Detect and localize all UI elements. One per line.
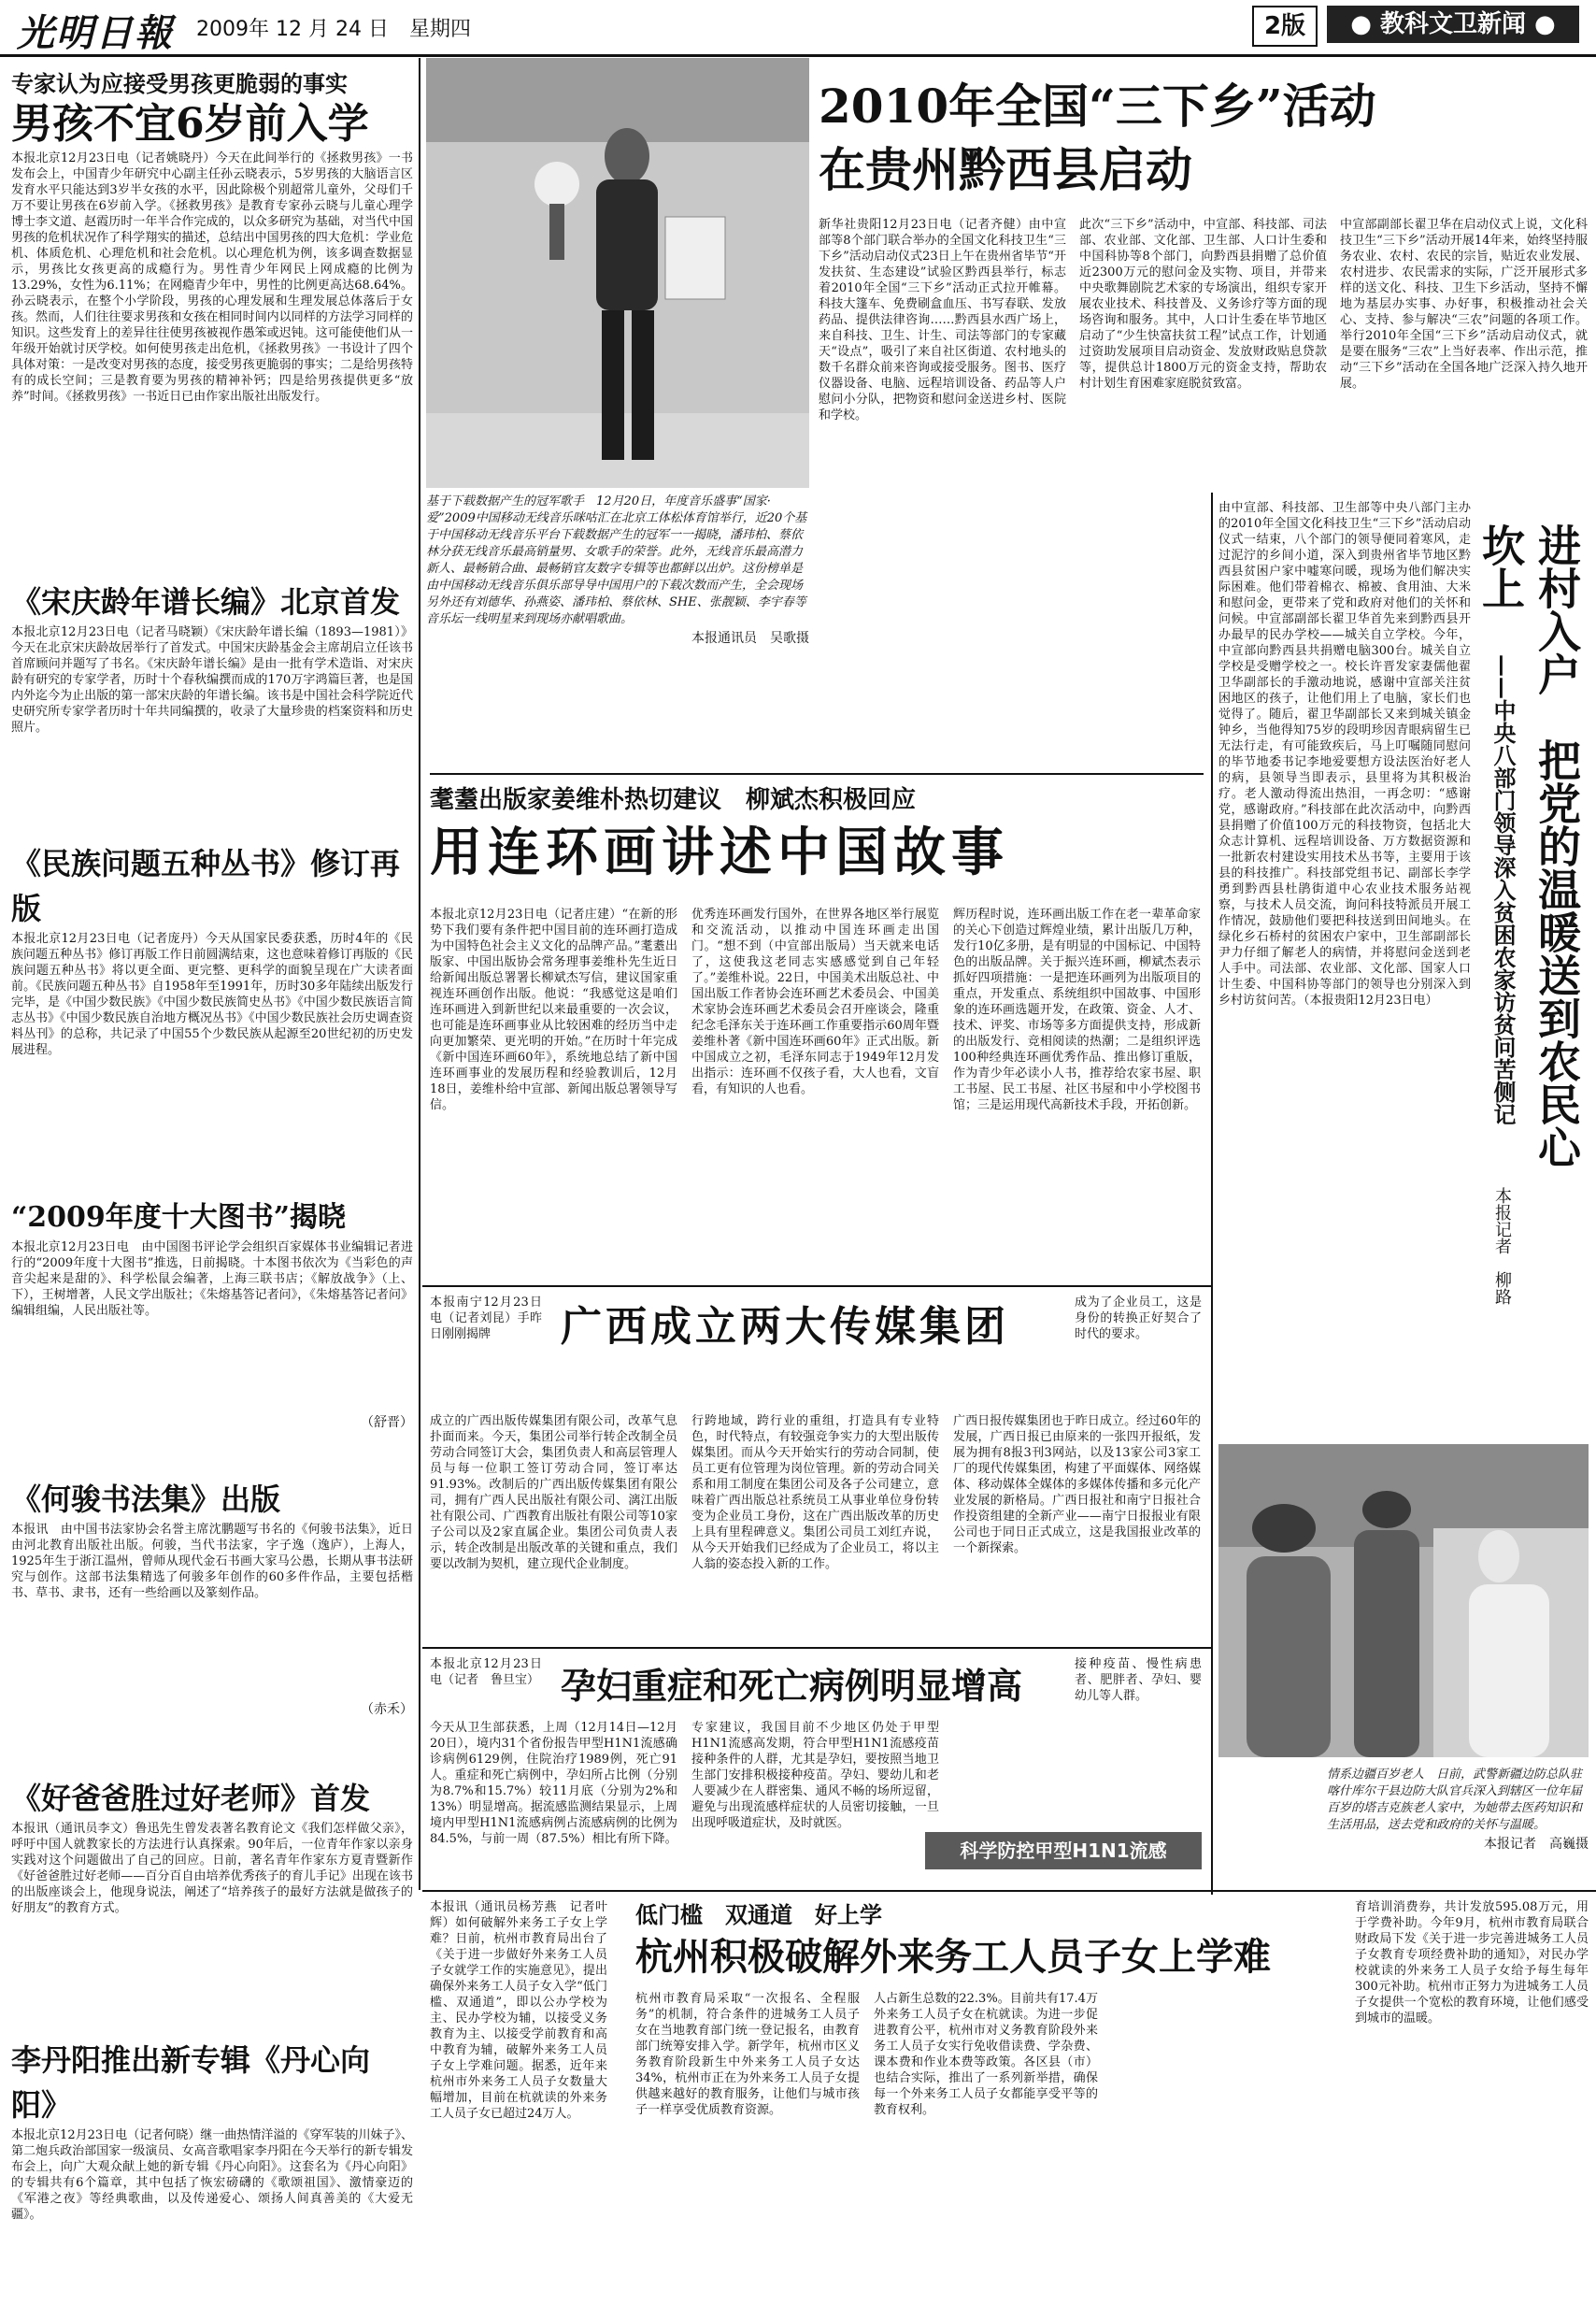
article-top-ten-books — [11, 1196, 413, 1431]
article-headline: 《宋庆龄年谱长编》北京首发 — [11, 584, 401, 620]
column-divider — [419, 58, 420, 1890]
article-credit: （赤禾） — [361, 1702, 413, 1717]
singer-photo-image — [426, 58, 809, 488]
article-li-danyang — [11, 2038, 413, 2319]
article-calligraphy — [11, 1477, 413, 1718]
article-headline-line2: 在贵州黔西县启动 — [819, 142, 1192, 197]
article-kicker: 专家认为应接受男孩更脆弱的事实 — [11, 70, 348, 97]
article-song-qingling — [11, 580, 413, 835]
article-body: 广西日报传媒集团也于昨日成立。经过60年的发展，广西日报已由原来的一张四开报纸，发展为拥有8报3刊3网站，以及13家公司3家工厂的现代传媒集团，构建了平面媒体、网络媒体、移动媒体全媒体的多媒体传播和多元化产业发展的新格局。广西日报社和南宁日报社合作投资组建的全新产业——南宁日报报业有限公司也于同日正式成立，这是我国报业改革的一个新探索。 — [953, 1414, 1201, 1555]
article-body: 优秀连环画发行国外，在世界各地区举行展览和交流活动，以推动中国连环画走出国门。“想不到（中宣部出版局）当天就来电话了，这使我这老同志实感感觉到自己年轻了。”姜维朴说。22日，中国美术出版总社、中国出版工作者协会连环画艺术委员会、中国美术家协会连环画艺术委员会召开座谈会，隆重纪念毛泽东关于连环画工作重要指示60周年暨姜维朴著《新中国连环画60年》正式出版。新中国成立之初，毛泽东同志于1949年12月发出指示：连环画不仅孩子看，大人也看，文盲看，有知识的人也看。 — [691, 908, 939, 1096]
article-headline: 李丹阳推出新专辑《丹心向阳》 — [11, 2042, 371, 2123]
article-headline: 广西成立两大传媒集团 — [561, 1303, 1009, 1351]
photo-singer — [426, 58, 809, 488]
article-headline: “2009年度十大图书”揭晓 — [11, 1201, 347, 1234]
article-kicker: 低门槛 双通道 好上学 — [635, 1901, 882, 1928]
article-body: 本报讯 由中国书法家协会名誉主席沈鹏题写书名的《何骏书法集》，近日由河北教育出版社出版。何骏，当代书法家，字子逸（逸庐），上海人，1925年生于浙江温州，曾师从现代金石书画大家马公愚，长期从事书法研究与创作。这部书法集精选了何骏多年创作的60多件作品，主要包括楷书、草书、隶书，还有一些给画以及篆刻作品。 — [11, 1523, 413, 1600]
article-kicker: 耄耋出版家姜维朴热切建议 柳斌杰积极回应 — [430, 786, 917, 814]
photo-credit: 本报记者 高巍摄 — [1484, 1837, 1589, 1852]
article-headline: 男孩不宜6岁前入学 — [11, 100, 369, 148]
article-hangzhou — [635, 1899, 1346, 1983]
article-subheadline: ——中央八部门领导深入贫困农家访贫问苦侧记 — [1489, 654, 1517, 1125]
photo-caption: 基于下载数据产生的冠军歌手 12月20日，年度音乐盛事“国家·爱”2009中国移动无线音乐咪咕汇在北京工体松体育馆举行，近20个基于中国移动无线音乐平台下载数据产生的冠军一一揭晓，潘玮柏、蔡依林分获无线音乐最高销量男、女歌手的荣誉。此外，无线音乐最高潜力新人、最畅销合曲、最畅销官友数字专辑等也都鲜以出炉。这份榜单是由中国移动无线音乐俱乐部导导中国用户的下载次数而产生，全会现场另外还有刘德华、孙燕姿、潘玮柏、蔡依林、SHE、张靓颖、李宇春等音乐坛一线明星来到现场亦献唱歌曲。 — [426, 494, 807, 626]
article-body: 本报北京12月23日电 由中国图书评论学会组织百家媒体书业编辑记者进行的“2009年度十大图书”推选，日前揭晓。十本图书依次为《当彩色的声音尖起来是甜的》、科学松鼠会编著，上海三联书店；《解放战争》（上、下），王树增著，人民文学出版社；《朱熔基答记者问》，《朱熔基答记者问》编辑组编，人民出版社等。 — [11, 1240, 413, 1318]
article-body: 本报北京12月23日电（记者何晓）继一曲热情洋溢的《穿军装的川妹子》、第二炮兵政治部国家一级演员、女高音歌唱家李丹阳在今天举行的新专辑发布会上，向广大观众献上她的新专辑《丹心向阳》。这套名为《丹心向阳》的专辑共有6个篇章，其中包括了恢宏磅礴的《歌颂祖国》、激情豪迈的《军港之夜》等经典歌曲，以及传递爱心、颂扬人间真善美的《大爱无疆》。 — [11, 2128, 413, 2222]
column-divider — [1211, 493, 1213, 1895]
article-headline: 孕妇重症和死亡病例明显增高 — [561, 1665, 1023, 1707]
article-headline: 2010年全国“三下乡”活动 — [819, 79, 1376, 134]
newspaper-logo: 光明日報 — [17, 11, 174, 55]
elderly-photo-image — [1218, 1444, 1589, 1757]
photo-elderly-caption — [1327, 1767, 1589, 1853]
article-body: 育培训消费券，共计发放595.08万元，用于学费补助。今年9月，杭州市教育局联合财政局下发《关于进一步完善进城务工人员子女教育专项经费补助的通知》，对民办学校就读的外来务工人员子女给予每生每年300元补助。杭州市正努力为进城务工人员子女提供一个宽松的教育环境，让他们感受到城市的温暖。 — [1355, 1900, 1589, 2026]
row-divider — [422, 1890, 1596, 1892]
article-body: 今天从卫生部获悉，上周（12月14日—12月20日），境内31个省份报告甲型H1N1流感确诊病例6129例，住院治疗1989例，死亡91人。重症和死亡病例中，孕妇所占比例（分别为8.7%和15.7%）较11月底（分别为2%和13%）明显增高。据流感监测结果显示，上周境内甲型H1N1流感病例占流感病例的比例为84.5%，与前一周（87.5%）相比有所下降。 — [430, 1721, 677, 1846]
article-body: 专家建议，我国目前不少地区仍处于甲型H1N1流感高发期，符合甲型H1N1流感疫苗接种条件的人群，尤其是孕妇，要按照当地卫生部门安排积极接种疫苗。孕妇、婴幼儿和老人要减少在人群密集、通风不畅的场所逗留，避免与出现流感样症状的人员密切接触，一旦出现呼吸道症状，及时就医。 — [691, 1721, 939, 1830]
article-body: 行跨地域，跨行业的重组，打造具有专业特色，时代特点，有较强竞争实力的大型出版传媒集团。而从今天开始实行的劳动合同制，使员工更有位管理为岗位管理。新的劳动合同关系和用工制度在集团公司及各子公司建立，意味着广西出版总社系统员工从事业单位身份转变为企业员工身份，这在广西出版改革的历史上具有里程碑意义。集团公司员工刘红卉说，从今天开始我们已经成为了企业员工，将以主人翁的姿态投入新的工作。 — [691, 1414, 939, 1571]
photo-credit: 本报通讯员 吴歌摄 — [691, 631, 809, 646]
page-number: 2版 — [1252, 6, 1318, 47]
photo-caption: 情系边疆百岁老人 日前，武警新疆边防总队驻喀什库尔干县边防大队官兵深入到辖区一位年届百岁的塔吉克族老人家中，为她带去医药知识和生活用品，送去党和政府的关怀与温暖。 — [1327, 1768, 1583, 1832]
article-body: 本报北京12月23日电（记者庄建）“在新的形势下我们要有条件把中国目前的连环画打造成为中国特色社会主义文化的品牌产品。”耄耋出版家、中国出版协会常务理事姜维朴先生近日给新闻出版总署署长柳斌杰写信，建议国家重视连环画创作出版。他说：“我感觉这是咱们连环画进入到新世纪以来最重要的一次会议，也可能是连环画事业从比较困难的经历当中走向更加繁荣、更光明的开始。”在历时十年完成《新中国连环画60年》，系统地总结了新中国连环画事业的发展历程和经验教训后，12月18日，姜维朴给中宣部、新闻出版总署领导写信。 — [430, 908, 677, 1112]
photo-singer-caption — [426, 494, 809, 647]
article-dateline: 本报南宁12月23日电（记者刘昆）手昨日刚刚揭牌 — [430, 1295, 542, 1341]
article-ethnic-series — [11, 841, 413, 1155]
row-divider — [422, 1647, 1211, 1649]
article-body: 此次“三下乡”活动中，中宣部、科技部、司法部、农业部、文化部、卫生部、人口计生委和中国科协等8个部门，向黔西县捐赠了总价值近2300万元的慰问金及实物、项目，并带来中央歌舞剧院艺术家的专场演出，组织专家开展农业技术、科技普及、义务诊疗等方面的现场咨询和服务。其中，人口计生委在毕节地区启动了“少生快富扶贫工程”试点工作，计划通过资助发展项目启动资金、发放财政贴息贷款等，提供总计1800万元的资金支持，帮助农村计划生育困难家庭脱贫致富。 — [1079, 218, 1327, 391]
article-body: 辉历程时说，连环画出版工作在老一辈革命家的关心下创造过辉煌业绩，累计出版几万种，发行10亿多册，是有明显的中国标记、中国特色的出版品牌。关于振兴连环画，柳斌杰表示抓好四项措施：一是把连环画列为出版项目的重点，开发重点、系统组织中国故事、中国形象的连环画选题开发，在政策、资金、人才、技术、评奖、市场等多方面提供支持，形成新的出版发行、竞相阅读的热潮；二是组织评选100种经典连环画优秀作品、推出修订重版，作为青少年必读小人书，推荐给农家书屋、职工书屋、民工书屋、社区书屋和中小学校图书馆；三是运用现代高新技术手段，开拓创新。 — [953, 908, 1201, 1112]
article-headline: 进村入户 把党的温暖送到农民心坎上 — [1475, 523, 1582, 1168]
article-body: 成为了企业员工，这是身份的转换正好契合了时代的要求。 — [1075, 1295, 1202, 1341]
article-body: 新华社贵阳12月23日电（记者齐健）由中宣部等8个部门联合举办的全国文化科技卫生“三下乡”活动启动仪式23日上午在贵州省毕节“开发扶贫、生态建设”试验区黔西县举行，标志着2010年全国“三下乡”活动正式拉开帷幕。科技大篷车、免费刷盒血压、书写春联、发放药品、提供法律咨询……黔西县水西广场上，来自科技、卫生、计生、司法等部门的专家藏天“设点”，吸引了来自社区街道、农村地头的数千名群众前来咨询或接受服务。图书、医疗仪器设备、电脑、远程培训设备、药品等人户慰问小分队，把物资和慰问金送进乡村、医院和学校。 — [819, 218, 1066, 422]
article-body: 本报讯（通讯员李文）鲁迅先生曾发表著名教育论文《我们怎样做父亲》，呼吁中国人就教家长的方法进行认真探索。90年后，一位青年作家以亲身实践对这个问题做出了自己的回应。日前，著名青年作家东方夏青暨新作《好爸爸胜过好老师——百分百自由培养优秀孩子的育儿手记》出现在该书的出版座谈会上，他现身说法，阐述了“培养孩子的最好方法就是做孩子的好朋友”的教育方式。 — [11, 1822, 413, 1915]
article-village-visit-body: 由中宣部、科技部、卫生部等中央八部门主办的2010年全国文化科技卫生“三下乡”活动启动仪式一结束，八个部门的领导便同着寒风，走过泥泞的乡间小道，深入到贵州省毕节地区黔西县贫困户家中嘘寒问暖，现场为他们解决实际困难。他们带着棉衣、棉被、食用油、大米和慰问金，更带来了党和政府对他们的关怀和问候。中宣部副部长翟卫华首先来到黔西县开办最早的民办学校——城关自立学校。今年，中宣部向黔西县共捐赠电脑300台。城关自立学校是受赠学校之一。校长许晋发家妻儒他翟卫华副部长的手激动地说，感谢中宣部关注贫困地区的孩子，让他们用上了电脑，家长们也觉得了。随后，翟卫华副部长又来到城关镇金钟乡，当他得知75岁的段明珍因青眼病留生已无法行走，有可能致疾后，马上叮嘱随同慰问的毕节地委书记李地爱要想方设法医治好老人的病，县领导当即表示，县里将为其积极治疗。老人激动得流出热泪，一再念叨：“感谢党，感谢政府。”科技部在此次活动中，向黔西县捐赠了价值100万元的科技物资，包括北大众志计算机、远程培训设备、万方数据资源和一批新农村建设实用技术丛书等，主要用于该县的科技推广。科技部党组书记、副部长李学勇到黔西县杜鹃街道中心农业技术服务站视察，与技术人员交流，询问科技特派员开展工作情况，鼓励他们要把科技送到田间地头。在绿化乡石桥村的贫困农户家中，卫生部副部长尹力仔细了解老人的病情，并将慰问金送到老人手中。司法部、农业部、文化部、国家人口计生委、中国科协等部门的领导也分别深入到乡村访贫问苦。（本报贵阳12月23日电） — [1218, 501, 1471, 1008]
row-divider — [430, 773, 1204, 775]
article-body: 本报北京12月23日电（记者庞丹）今天从国家民委获悉，历时4年的《民族问题五种丛书》修订再版工作日前圆满结束，这也意味着修订再版的《民族问题五种丛书》将以更全面、更完整、更科学的面貌呈现在广大读者面前。《民族问题五种丛书》自1958年至1991年，历时30多年陆续出版发行完毕，是《中国少数民族》《中国少数民族简史丛书》《中国少数民族语言简志丛书》《中国少数民族自治地方概况丛书》《中国少数民族社会历史调查资料丛刊》的总称，共记录了中国55个少数民族从起源至20世纪初的历史发展进程。 — [11, 932, 413, 1057]
article-headline: 《何骏书法集》出版 — [11, 1482, 281, 1517]
article-body: 接种疫苗、慢性病患者、肥胖者、孕妇、婴幼儿等人群。 — [1075, 1657, 1202, 1703]
article-body: 杭州市教育局采取“一次报名、全程服务”的机制，符合条件的进城务工人员子女在当地教育部门统一登记报名，由教育部门统筹安排入学。新学年，杭州市区义务教育阶段新生中外来务工人员子女达34%，杭州市正在为外来务工人员子女提供越来越好的教育服务，让他们与城市孩子一样享受优质教育资源。 — [635, 1992, 860, 2117]
article-comic-books — [430, 783, 1205, 888]
article-byline: 本报记者 柳路 — [1492, 1187, 1512, 1305]
topic-banner: 科学防控甲型H1N1流感 — [925, 1832, 1202, 1869]
article-headline: 《好爸爸胜过好老师》首发 — [11, 1781, 371, 1816]
article-credit: （舒晋） — [361, 1415, 413, 1430]
article-body: 中宣部副部长翟卫华在启动仪式上说，文化科技卫生“三下乡”活动开展14年来，始终坚持服务农业、农村、农民的宗旨，贴近农业发展、农村进步、农民需求的实际，广泛开展形式多样的送文化、科技、卫生下乡活动，坚持不懈地为基层办实事、办好事，积极推动社会关心、支持、参与解决“三农”问题的各项工作。举行2010年全国“三下乡”活动启动仪式，就是要在服务“三农”上当好表率、作出示范，推动“三下乡”活动在全国各地广泛深入持久地开展。 — [1340, 218, 1588, 391]
article-body: 成立的广西出版传媒集团有限公司，改革气息扑面而来。今天，集团公司举行转企改制全员劳动合同签订大会，集团负责人和高层管理人员与每一位职工签订劳动合同，签订率达91.93%。改制后的广西出版传媒集团有限公司，拥有广西人民出版社有限公司、漓江出版社有限公司、广西教育出版社有限公司等10家子公司以及2家直属企业。集团公司负责人表示，转企改制是出版改革的关键和重点，我们要以改制为契机，建立现代企业制度。 — [430, 1414, 677, 1571]
article-dateline: 本报北京12月23日电（记者 鲁旦宝） — [430, 1657, 542, 1687]
article-three-to-countryside — [819, 75, 1585, 202]
masthead — [0, 0, 1596, 57]
issue-date: 2009年 12 月 24 日 星期四 — [196, 18, 471, 41]
article-headline: 杭州积极破解外来务工人员子女上学难 — [635, 1935, 1271, 1979]
article-good-father — [11, 1776, 413, 2017]
article-headline: 用连环画讲述中国故事 — [430, 822, 1009, 883]
article-body: 人占新生总数的22.3%。目前共有17.4万外来务工人员子女在杭就读。为进一步促进教育公平，杭州市对义务教育阶段外来务工人员子女实行免收借读费、学杂费、课本费和作业本费等政策。各区县（市）也结合实际，推出了一系列新举措，确保每一个外来务工人员子女都能享受平等的教育权利。 — [874, 1992, 1098, 2117]
article-body: 本报讯（通讯员杨芳燕 记者叶辉）如何破解外来务工子女上学难？日前，杭州市教育局出台了《关于进一步做好外来务工人员子女就学工作的实施意见》，提出确保外来务工人员子女入学“低门槛、双通道”，即以公办学校为主、民办学校为辅，以接受义务教育为主、以接受学前教育和高中教育为辅，破解外来务工人员子女上学难问题。据悉，近年来杭州市外来务工人员子女数量大幅增加，目前在杭就读的外来务工人员子女已超过24万人。 — [430, 1900, 607, 2121]
article-body: 本报北京12月23日电（记者马晓颖）《宋庆龄年谱长编（1893—1981）》今天在北京宋庆龄故居举行了首发式。中国宋庆龄基金会主席胡启立任该书首席顾问并题写了书名。《宋庆龄年谱长编》是由一批有学术造诣、对宋庆龄有研究的专家学者，历时十个春秋编撰而成的170万字鸿篇巨著，也是国内外迄今为止出版的第一部宋庆龄的年谱长编。该书是中国社会科学院近代史研究所专家学者历时十年共同编撰的，收录了大量珍贵的档案资料和历史照片。 — [11, 625, 413, 735]
section-name: ● 教科文卫新闻 ● — [1327, 6, 1579, 43]
row-divider — [422, 1285, 1211, 1287]
article-headline: 《民族问题五种丛书》修订再版 — [11, 846, 401, 926]
photo-elderly-woman — [1218, 1444, 1589, 1757]
article-body: 本报北京12月23日电（记者姚晓丹）今天在此间举行的《拯救男孩》一书发布会上，中国青少年研究中心副主任孙云晓表示，5岁男孩的大脑语言区发育水平只能达到3岁半女孩的水平，因此除极个别超常儿童外，父母们千万不要让男孩在6岁前入学。《拯救男孩》是教育专家孙云晓与儿童心理学博士李文道、赵霞历时一年半合作完成的，以众多研究为基础，对当代中国男孩的危机状况作了科学翔实的描述，总结出中国男孩的四大危机：学业危机、体质危机、心理危机和社会危机。以心理危机为例，该多调查数据显示，男孩比女孩更高的成瘾行为。男性青少年网民上网成瘾的比例为13.29%，女性为6.11%；在网瘾青少年中，男性的比例更高达68.64%。孙云晓表示，在整个小学阶段，男孩的心理发展和生理发展总体落后于女孩。然而，人们往往要求男孩和女孩在相同时间内以同样的方法学习同样的知识。这些发育上的差异往往使男孩被视作愚笨或迟钝。这可能使他们从一年级开始就讨厌学校。如何使男孩走出危机，《拯救男孩》一书设计了四个具体对策：一是改变对男孩的态度，接受男孩更脆弱的事实；二是给男孩特有的成长空间；三是教育要为男孩的精神补钙；四是给男孩提供更多“放养”时间。《拯救男孩》一书近日已由作家出版社出版发行。 — [11, 151, 413, 404]
article-boys-school-age — [11, 65, 413, 552]
